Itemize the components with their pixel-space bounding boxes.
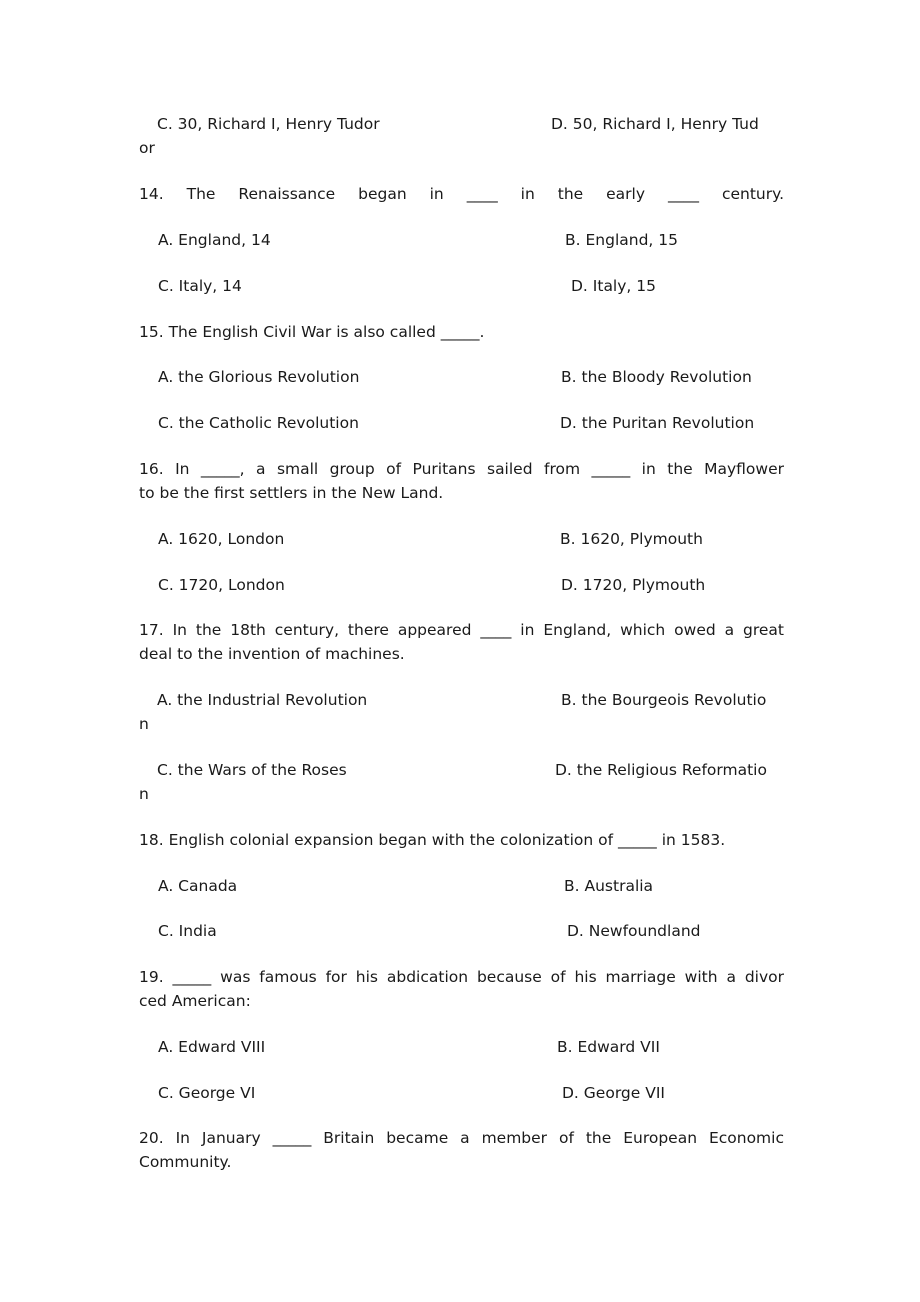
q20-stem-line-2: Community. (139, 1153, 232, 1171)
q16-option-b: B. 1620, Plymouth (560, 530, 703, 548)
q18-option-a: A. Canada (158, 877, 238, 895)
q19-stem-line-2: ced American: (139, 992, 251, 1010)
q16-stem-line-1: 16. In _____, a small group of Puritans sailed from _____ in the Mayflower (139, 460, 784, 478)
q18-option-d: D. Newfoundland (567, 922, 701, 940)
q13-option-d: D. 50, Richard I, Henry Tud (551, 115, 759, 133)
q17-option-a: A. the Industrial Revolution (157, 691, 368, 709)
q19-option-b: B. Edward VII (557, 1038, 660, 1056)
q14-option-c: C. Italy, 14 (158, 277, 242, 295)
q17-stem-line-1: 17. In the 18th century, there appeared ____ in England, which owed a great (139, 621, 784, 639)
q15-stem: 15. The English Civil War is also called _____. (139, 323, 485, 341)
q19-option-c: C. George VI (158, 1084, 256, 1102)
q17-option-b-wrap: n (139, 715, 149, 733)
q20-stem-line-1: 20. In January _____ Britain became a member of the European Economic (139, 1129, 784, 1147)
q15-option-c: C. the Catholic Revolution (158, 414, 359, 432)
q15-option-b: B. the Bloody Revolution (561, 368, 752, 386)
q18-option-b: B. Australia (564, 877, 654, 895)
q13-option-c: C. 30, Richard I, Henry Tudor (157, 115, 380, 133)
q17-stem-line-2: deal to the invention of machines. (139, 645, 405, 663)
q14-option-d: D. Italy, 15 (571, 277, 656, 295)
q14-option-a: A. England, 14 (158, 231, 271, 249)
q18-stem: 18. English colonial expansion began with the colonization of _____ in 1583. (139, 831, 726, 849)
q16-option-c: C. 1720, London (158, 576, 285, 594)
q16-option-d: D. 1720, Plymouth (561, 576, 706, 594)
q17-option-d: D. the Religious Reformatio (555, 761, 767, 779)
q17-option-b: B. the Bourgeois Revolutio (561, 691, 767, 709)
q19-stem-line-1: 19. _____ was famous for his abdication because of his marriage with a divor (139, 968, 784, 986)
q19-option-d: D. George VII (562, 1084, 665, 1102)
q16-option-a: A. 1620, London (158, 530, 285, 548)
q14-option-b: B. England, 15 (565, 231, 678, 249)
q17-option-c: C. the Wars of the Roses (157, 761, 347, 779)
q17-option-d-wrap: n (139, 785, 149, 803)
q19-option-a: A. Edward VIII (158, 1038, 266, 1056)
q18-option-c: C. India (158, 922, 217, 940)
q13-option-d-wrap: or (139, 139, 155, 157)
q15-option-d: D. the Puritan Revolution (560, 414, 755, 432)
q14-stem: 14. The Renaissance began in ____ in the early ____ century. (139, 185, 784, 203)
q16-stem-line-2: to be the first settlers in the New Land. (139, 484, 444, 502)
q15-option-a: A. the Glorious Revolution (158, 368, 360, 386)
